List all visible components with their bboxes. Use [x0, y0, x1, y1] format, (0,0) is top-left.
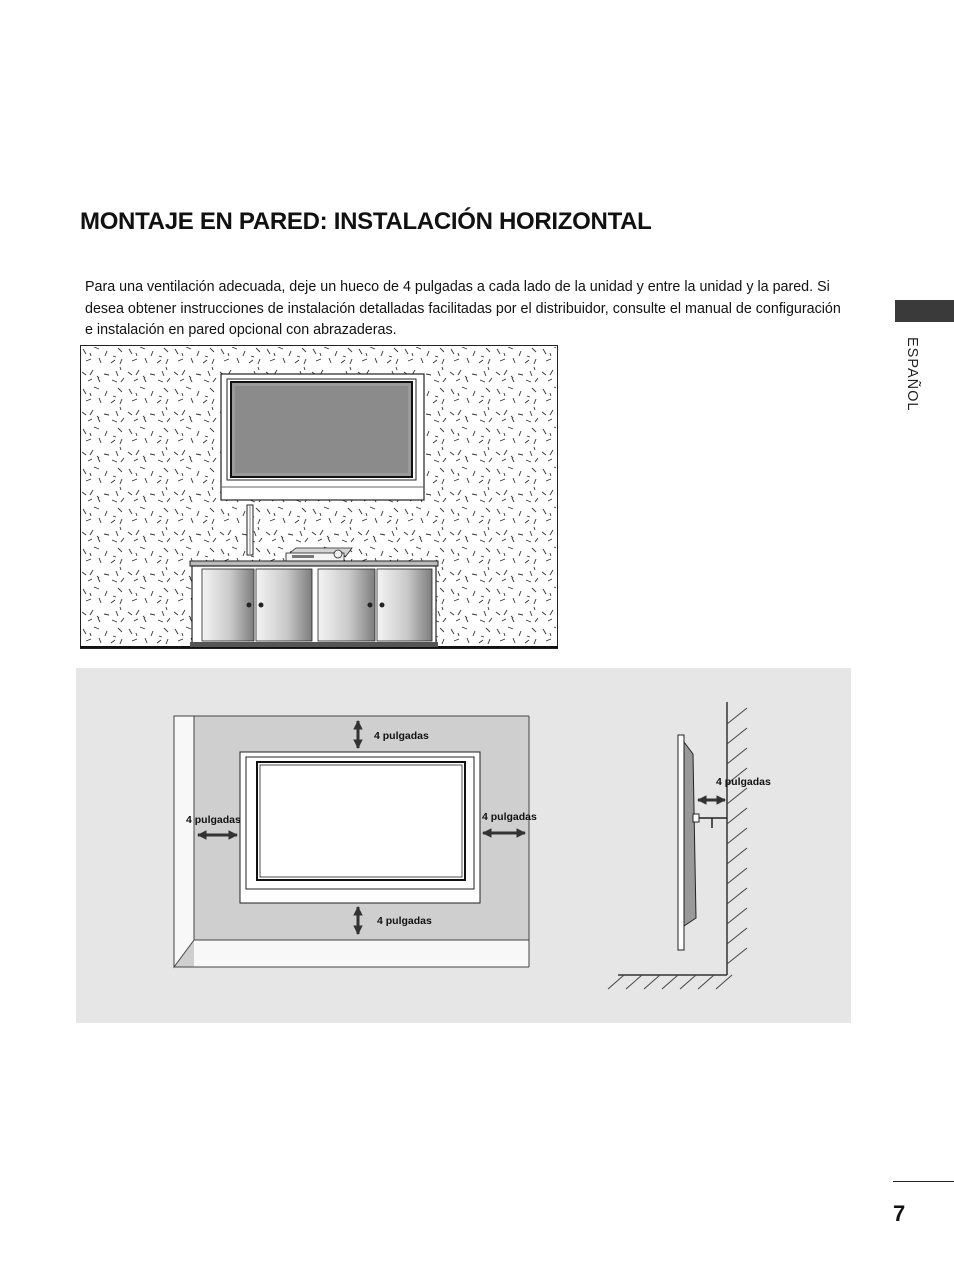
page-number: 7	[893, 1201, 906, 1226]
intro-paragraph: Para una ventilación adecuada, deje un hueco de 4 pulgadas a cada lado de la unidad y entre la unidad y la pared. Si desea obtener instrucciones de instalación detalladas facilitadas por el distribuidor, consulte el manual de configuración e instalación en pared opcional con abrazaderas.	[85, 279, 841, 338]
right-clearance-label: 4 pulgadas	[482, 811, 537, 823]
tv-cabinet	[190, 561, 438, 647]
wall-tv	[221, 374, 424, 500]
floor-hatching	[608, 975, 732, 989]
vcr-device	[286, 548, 352, 562]
side-tv	[678, 735, 727, 950]
footer-rule	[893, 1181, 954, 1182]
left-clearance-label: 4 pulgadas	[186, 814, 241, 826]
wall-gap-label: 4 pulgadas	[716, 776, 771, 788]
side-view-diagram	[608, 702, 771, 989]
front-tv	[240, 752, 480, 903]
front-view-diagram	[174, 716, 537, 967]
wall-hatching	[727, 708, 747, 964]
wall-mount-illustration	[80, 345, 558, 649]
top-clearance-label: 4 pulgadas	[374, 730, 429, 742]
bottom-clearance-label: 4 pulgadas	[377, 915, 432, 927]
language-tab	[895, 300, 954, 322]
page-title: MONTAJE EN PARED: INSTALACIÓN HORIZONTAL	[80, 208, 652, 235]
clearance-diagram-panel	[76, 668, 851, 1023]
language-label: ESPAÑOL	[904, 337, 920, 412]
